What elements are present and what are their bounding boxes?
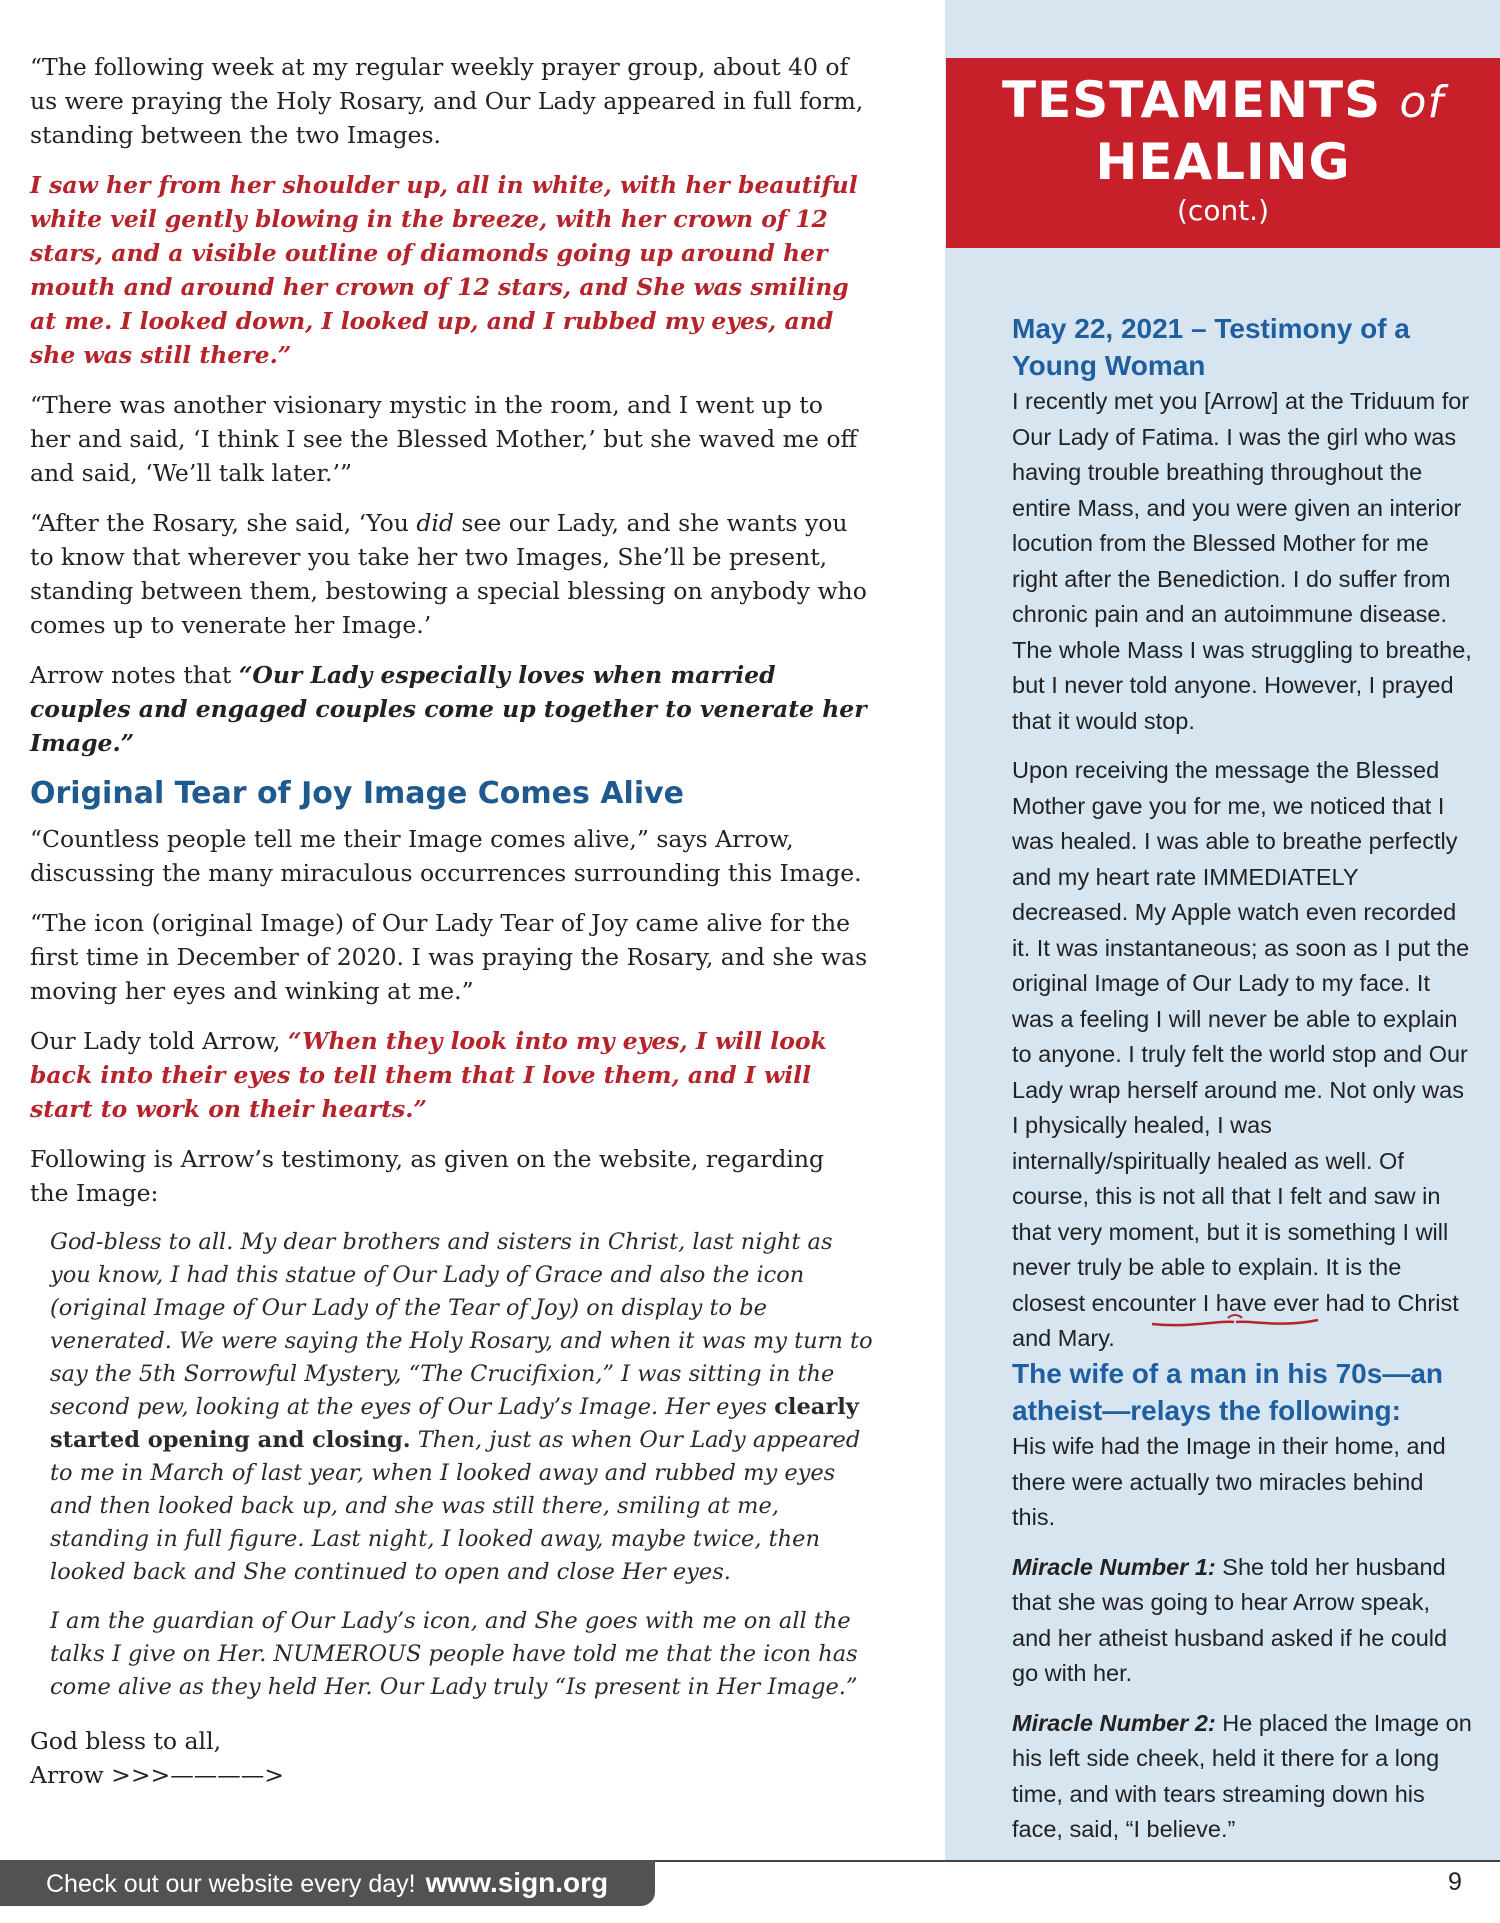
- signoff: [30, 1724, 870, 1792]
- paragraph: [30, 1024, 870, 1126]
- quote-paragraph: I am the guardian of Our Lady’s icon, and She goes with me on all the talks I give on Her. NUMEROUS people have told me that the icon has come alive as they held Her. Our Lady truly “Is present in Her Image.”: [50, 1608, 858, 1700]
- text-span: God-bless to all. My dear brothers and sisters in Christ, last night as you know, I had this statue of Our Lady of Grace and also the icon (original Image of Our Lady of the Tear of Joy) on display to be venerated. We were saying the Holy Rosary, and when it was my turn to say the 5th Sorrowful Mystery, “The Crucifixion,” I was sitting in the second pew, looking at the eyes of Our Lady’s Image. Her eyes: [50, 1229, 873, 1420]
- banner-title-main: TESTAMENTS: [1002, 71, 1382, 129]
- signoff-signature: Arrow >>>————>: [30, 1761, 284, 1789]
- paragraph: “The icon (original Image) of Our Lady Tear of Joy came alive for the first time in December of 2020. I was praying the Rosary, and she was moving her eyes and winking at me.”: [30, 909, 868, 1005]
- red-quote: I saw her from her shoulder up, all in white, with her beautiful white veil gently blowing in the breeze, with her crown of 12 stars, and a visible outline of diamonds going up around her mouth and around her crown of 12 stars, and She was smiling at me. I looked down, I looked up, and I rubbed my eyes, and she was still there.”: [30, 171, 858, 369]
- bold-phrase: clearly started opening and closing.: [50, 1394, 859, 1453]
- section-heading: Original Tear of Joy Image Comes Alive: [30, 776, 685, 811]
- paragraph: [30, 506, 870, 642]
- paragraph: [30, 658, 870, 760]
- red-quote: “When they look into my eyes, I will look back into their eyes to tell them that I love them, and I will start to work on their hearts.”: [30, 1027, 827, 1123]
- banner-subtitle: (cont.): [1177, 194, 1269, 227]
- sidebar-banner: [946, 58, 1500, 248]
- banner-title-of: of: [1399, 77, 1444, 128]
- flourish-divider: [1150, 1310, 1320, 1334]
- testimony-paragraph: His wife had the Image in their home, and there were actually two miracles behind this.: [1012, 1433, 1446, 1530]
- testimony-2: [1012, 1355, 1472, 1862]
- miracle-text: She told her husband that she was going to hear Arrow speak, and her atheist husband asked if he could go with her.: [1012, 1553, 1448, 1686]
- miracle-label: Miracle Number 1:: [1012, 1553, 1216, 1580]
- miracle-2: [1012, 1706, 1472, 1848]
- testimony-paragraph: I recently met you [Arrow] at the Triduum for Our Lady of Fatima. I was the girl who was having trouble breathing throughout the entire Mass, and you were given an interior locution from the Blessed Mother for me right after the Benediction. I do suffer from chronic pain and an autoimmune disease. The whole Mass I was struggling to breathe, but I never told anyone. However, I prayed that it would stop.: [1012, 388, 1472, 734]
- miracle-label: Miracle Number 2:: [1012, 1709, 1216, 1736]
- testimony-heading: May 22, 2021 – Testimony of a Young Woman: [1012, 313, 1410, 381]
- text-span: Arrow notes that: [30, 661, 239, 689]
- paragraph: “The following week at my regular weekly prayer group, about 40 of us were praying the Holy Rosary, and Our Lady appeared in full form, standing between the two Images.: [30, 53, 864, 149]
- emphasis-quote: “Our Lady especially loves when married couples and engaged couples come up together to venerate her Image.”: [30, 661, 867, 757]
- testimony-1: [1012, 310, 1472, 1371]
- banner-title-line2: HEALING: [1095, 133, 1351, 191]
- testimony-paragraph: Upon receiving the message the Blessed Mother gave you for me, we noticed that I was healed. I was able to breathe perfectly and my heart rate IMMEDIATELY decreased. My Apple watch even recorded it. It was instantaneous; as soon as I put the original Image of Our Lady to my face. It was a feeling I will never be able to explain to anyone. I truly felt the world stop and Our Lady wrap herself around me. Not only was I physically healed, I was internally/spiritually healed as well. Of course, this is not all that I felt and saw in that very moment, but it is something I will never truly be able to explain. It is the closest encounter I have ever had to Christ and Mary.: [1012, 757, 1470, 1351]
- testimony-heading: The wife of a man in his 70s—an atheist—relays the following:: [1012, 1358, 1443, 1426]
- miracle-text: He placed the Image on his left side cheek, held it there for a long time, and with tears streaming down his face, said, “I believe.”: [1012, 1709, 1472, 1842]
- miracle-1: [1012, 1550, 1472, 1692]
- footer-bar: [0, 1860, 655, 1906]
- banner-title: [946, 70, 1500, 133]
- paragraph: “There was another visionary mystic in the room, and I went up to her and said, ‘I think I see the Blessed Mother,’ but she waved me off and said, ‘We’ll talk later.’”: [30, 391, 858, 487]
- testimony-quote: [50, 1226, 880, 1704]
- quote-paragraph: [50, 1226, 880, 1589]
- text-span: “After the Rosary, she said, ‘You: [30, 509, 417, 537]
- text-span: see our Lady, and she wants you to know that wherever you take her two Images, She’ll be present, standing between them, bestowing a special blessing on anybody who comes up to venerate her Image.’: [30, 509, 867, 639]
- text-span: Our Lady told Arrow,: [30, 1027, 288, 1055]
- paragraph: Following is Arrow’s testimony, as given on the website, regarding the Image:: [30, 1145, 825, 1207]
- footer-url[interactable]: www.sign.org: [425, 1867, 609, 1898]
- main-article: [30, 50, 873, 1792]
- text-span: Then, just as when Our Lady appeared to me in March of last year, when I looked away and rubbed my eyes and then looked back up, and she was still there, smiling at me, standing in full figure. Last night, I looked away, maybe twice, then looked back and She continued to open and close Her eyes.: [50, 1427, 861, 1585]
- page-number: 9: [1448, 1868, 1462, 1896]
- signoff-line: God bless to all,: [30, 1727, 222, 1755]
- footer-text: Check out our website every day!: [46, 1870, 416, 1898]
- emphasis: did: [416, 509, 454, 537]
- paragraph: “Countless people tell me their Image comes alive,” says Arrow, discussing the many miraculous occurrences surrounding this Image.: [30, 825, 862, 887]
